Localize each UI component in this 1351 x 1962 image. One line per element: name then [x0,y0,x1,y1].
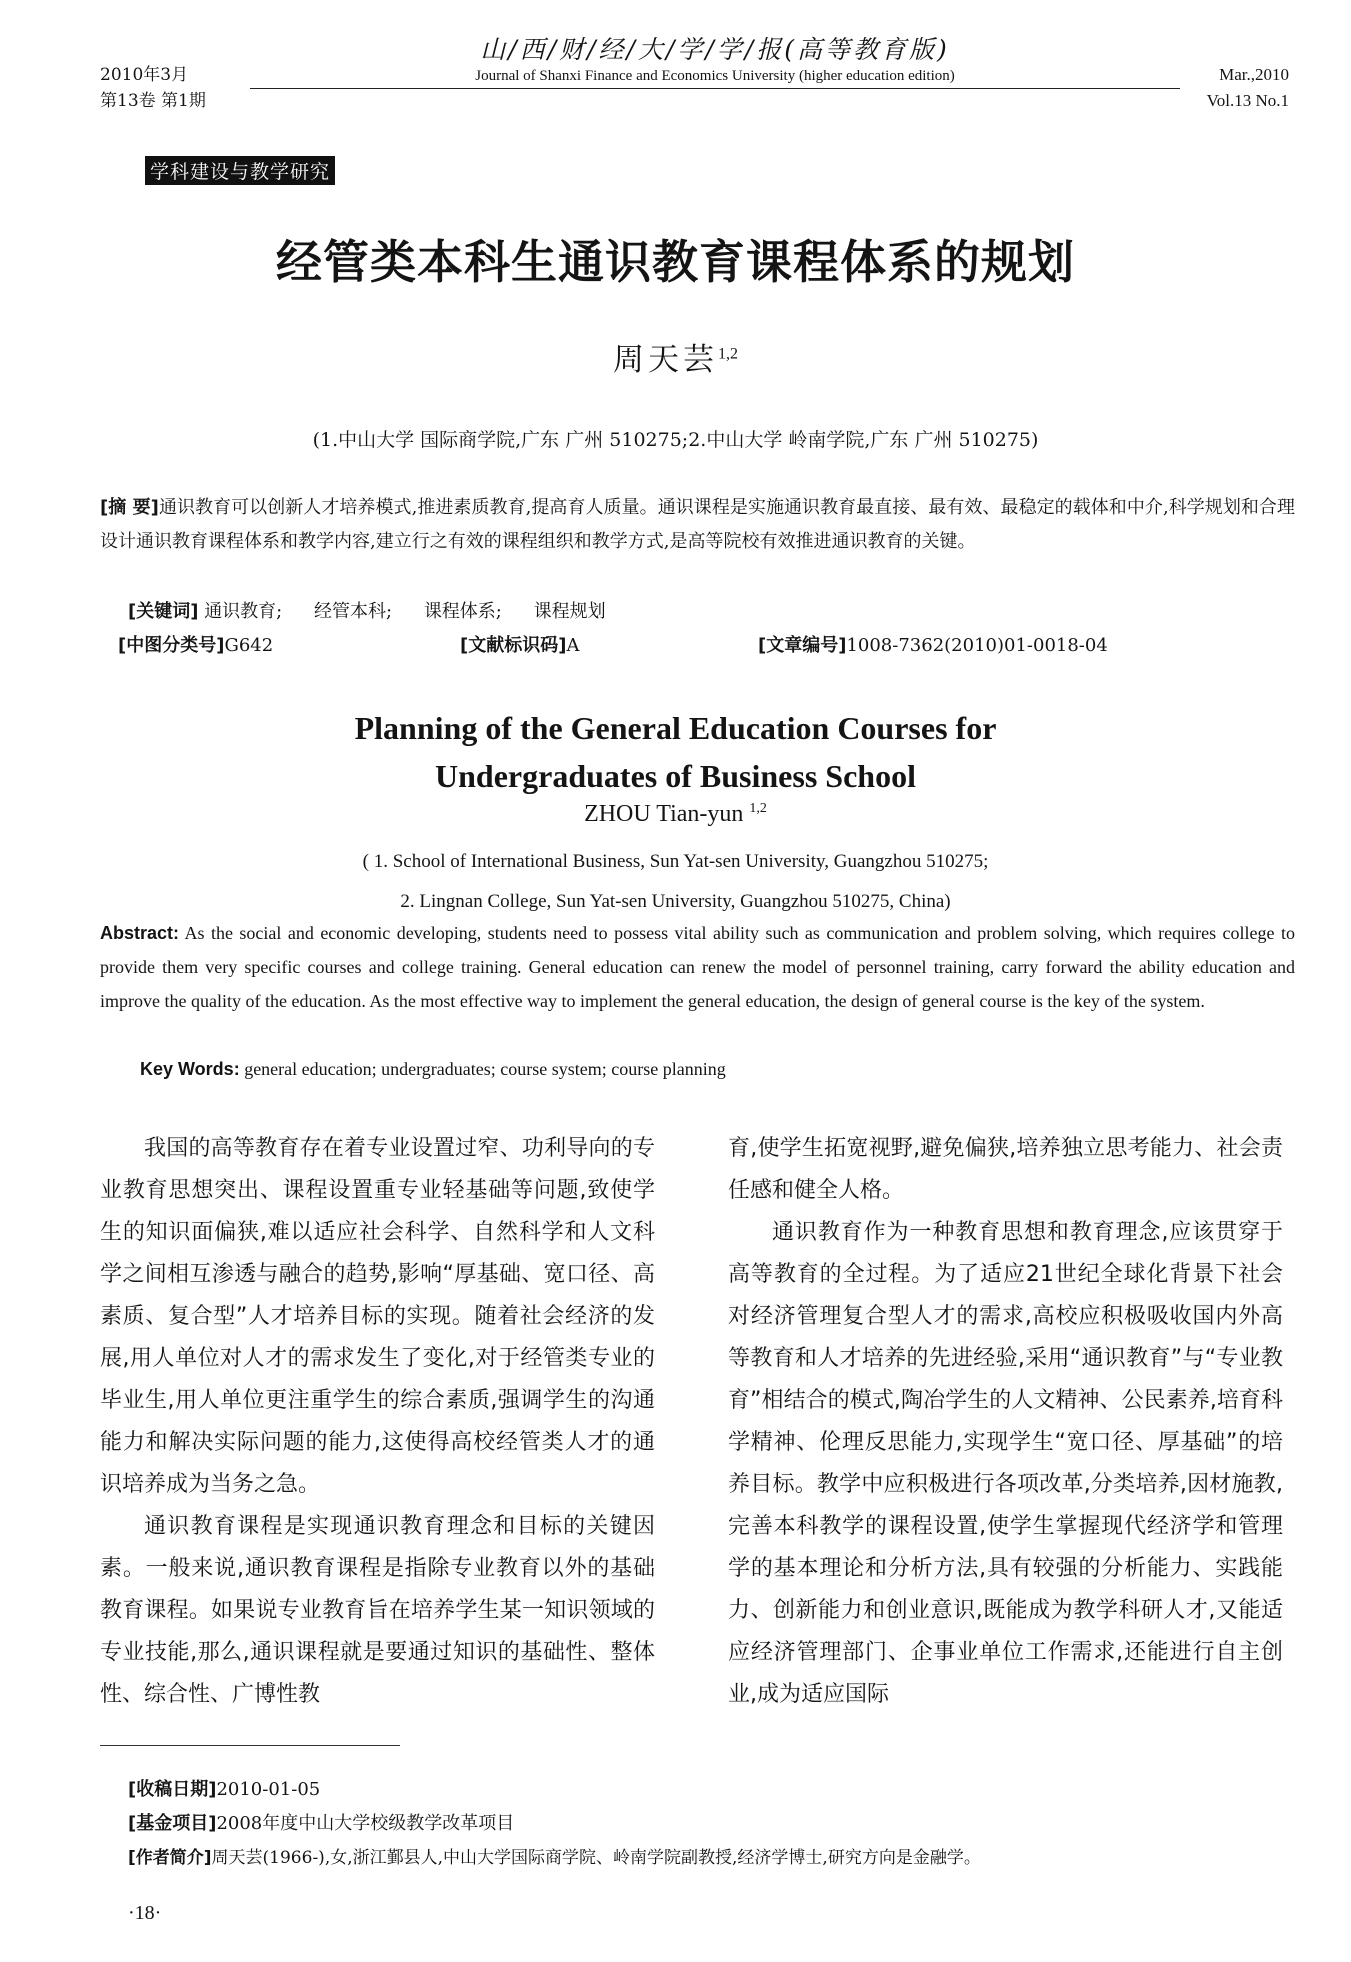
page-number: ·18· [128,1902,162,1924]
author-cn [0,334,1351,379]
doc-code-value: A [566,635,580,656]
keywords-en-text: general education; undergraduates; course system; course planning [244,1059,726,1079]
body-paragraph: 通识教育作为一种教育思想和教育理念,应该贯穿于高等教育的全过程。为了适应21世纪全球化背景下社会对经济管理复合型人才的需求,高校应积极吸收国内外高等教育和人才培养的先进经验,采用“通识教育”与“专业教育”相结合的模式,陶冶学生的人文精神、公民素养,培育科学精神、伦理反思能力,实现学生“宽口径、厚基础”的培养目标。教学中应积极进行各项改革,分类培养,因材施教,完善本科教学的课程设置,使学生掌握现代经济学和管理学的基本理论和分析方法,具有较强的分析能力、实践能力、创新能力和创业意识,既能成为教学科研人才,又能适应经济管理部门、企事业单位工作需求,还能进行自主创业,成为适应国际 [728,1220,1283,1707]
keyword-item: 通识教育; [204,601,283,622]
author-name-cn: 周天芸 [613,342,718,378]
journal-title-en: Journal of Shanxi Finance and Economics University (higher education edition) [250,66,1180,89]
journal-masthead [250,34,1180,89]
abstract-cn-text: 通识教育可以创新人才培养模式,推进素质教育,提高育人质量。通识课程是实施通识教育最直接、最有效、最稳定的载体和中介,科学规划和合理设计通识教育课程体系和教学内容,建立行之有效的课程组织和教学方式,是高等院校有效推进通识教育的关键。 [100,497,1295,552]
body-column-right [728,1128,1283,1716]
abstract-cn [100,491,1295,559]
paper-title-cn: 经管类本科生通识教育课程体系的规划 [276,235,1075,289]
keywords-en-label: Key Words: [140,1059,240,1079]
footnote-received [128,1773,1308,1807]
footnote-author [128,1841,1308,1875]
abstract-en-label: Abstract: [100,923,180,943]
issue-date-cn: 2010年3月 [100,65,189,85]
author-bio-label: [作者简介] [128,1848,212,1868]
received-value: 2010-01-05 [216,1779,321,1800]
keyword-item: 经管本科; [314,601,393,622]
keywords-cn [128,595,1323,629]
author-name-en: ZHOU Tian-yun [584,801,744,827]
received-label: [收稿日期] [128,1779,217,1800]
title-en-line1: Planning of the General Education Courses for [354,710,997,746]
footnote-fund [128,1807,1308,1841]
footnote-divider [100,1745,400,1746]
classification-row [118,629,1298,663]
author-superscript: 1,2 [718,345,738,363]
abstract-en-text: As the social and economic developing, students need to possess vital ability such as communication and problem solving, which requires college to provide them very specific courses and college training. General education can renew the model of personnel training, carry forward the ability education and improve the quality of the education. As the most effective way to implement the general education, the design of general course is the key of the system. [100,923,1295,1011]
issue-date-en: Mar.,2010 [1219,65,1289,84]
body-paragraph: 通识教育课程是实现通识教育理念和目标的关键因素。一般来说,通识教育课程是指除专业教育以外的基础教育课程。如果说专业教育旨在培养学生某一知识领域的专业技能,那么,通识课程就是要通过知识的基础性、整体性、综合性、广博性教 [100,1514,655,1707]
keyword-item: 课程体系; [423,601,502,622]
section-tag: 学科建设与教学研究 [145,156,335,185]
article-no-label: [文章编号] [758,635,847,656]
clc-value: G642 [224,635,274,656]
author-en [0,801,1351,828]
abstract-en [100,916,1295,1018]
body-column-left [100,1128,655,1716]
author-en-superscript: 1,2 [749,801,767,816]
title-en-line2: Undergraduates of Business School [435,758,916,794]
footnotes [128,1773,1308,1875]
keyword-item: 课程规划 [533,601,606,622]
journal-title-cn: 山/西/财/经/大/学/学/报(高等教育版) [480,35,950,64]
volume-cn: 第13卷 第1期 [100,91,206,111]
article-no-value: 1008-7362(2010)01-0018-04 [846,635,1108,656]
volume-en: Vol.13 No.1 [1206,91,1289,110]
fund-value: 2008年度中山大学校级教学改革项目 [216,1813,515,1834]
body-paragraph: 我国的高等教育存在着专业设置过窄、功利导向的专业教育思想突出、课程设置重专业轻基础等问题,致使学生的知识面偏狭,难以适应社会科学、自然科学和人文科学之间相互渗透与融合的趋势,影响“厚基础、宽口径、高素质、复合型”人才培养目标的实现。随着社会经济的发展,用人单位对人才的需求发生了变化,对于经管类专业的毕业生,用人单位更注重学生的综合素质,强调学生的沟通能力和解决实际问题的能力,这使得高校经管类人才的通识培养成为当务之急。 [100,1136,655,1497]
fund-label: [基金项目] [128,1813,217,1834]
abstract-cn-label: [摘 要] [100,497,159,518]
header-left [100,62,206,114]
affiliation-en-line2: 2. Lingnan College, Sun Yat-sen University, Guangzhou 510275, China) [400,891,951,912]
clc-label: [中图分类号] [118,635,225,656]
affiliation-en [0,842,1351,922]
affiliation-en-line1: ( 1. School of International Business, Sun Yat-sen University, Guangzhou 510275; [362,851,989,872]
keywords-cn-label: [关键词] [128,601,199,622]
doc-code-label: [文献标识码] [460,635,567,656]
affiliation-cn: (1.中山大学 国际商学院,广东 广州 510275;2.中山大学 岭南学院,广东 广州 510275) [312,429,1039,451]
author-bio-value: 周天芸(1966-),女,浙江鄞县人,中山大学国际商学院、岭南学院副教授,经济学博士,研究方向是金融学。 [211,1848,981,1868]
header-right [1207,62,1289,114]
paper-title-en [0,704,1351,800]
body-paragraph: 育,使学生拓宽视野,避免偏狭,培养独立思考能力、社会责任感和健全人格。 [728,1136,1283,1203]
keywords-en [140,1052,1290,1086]
